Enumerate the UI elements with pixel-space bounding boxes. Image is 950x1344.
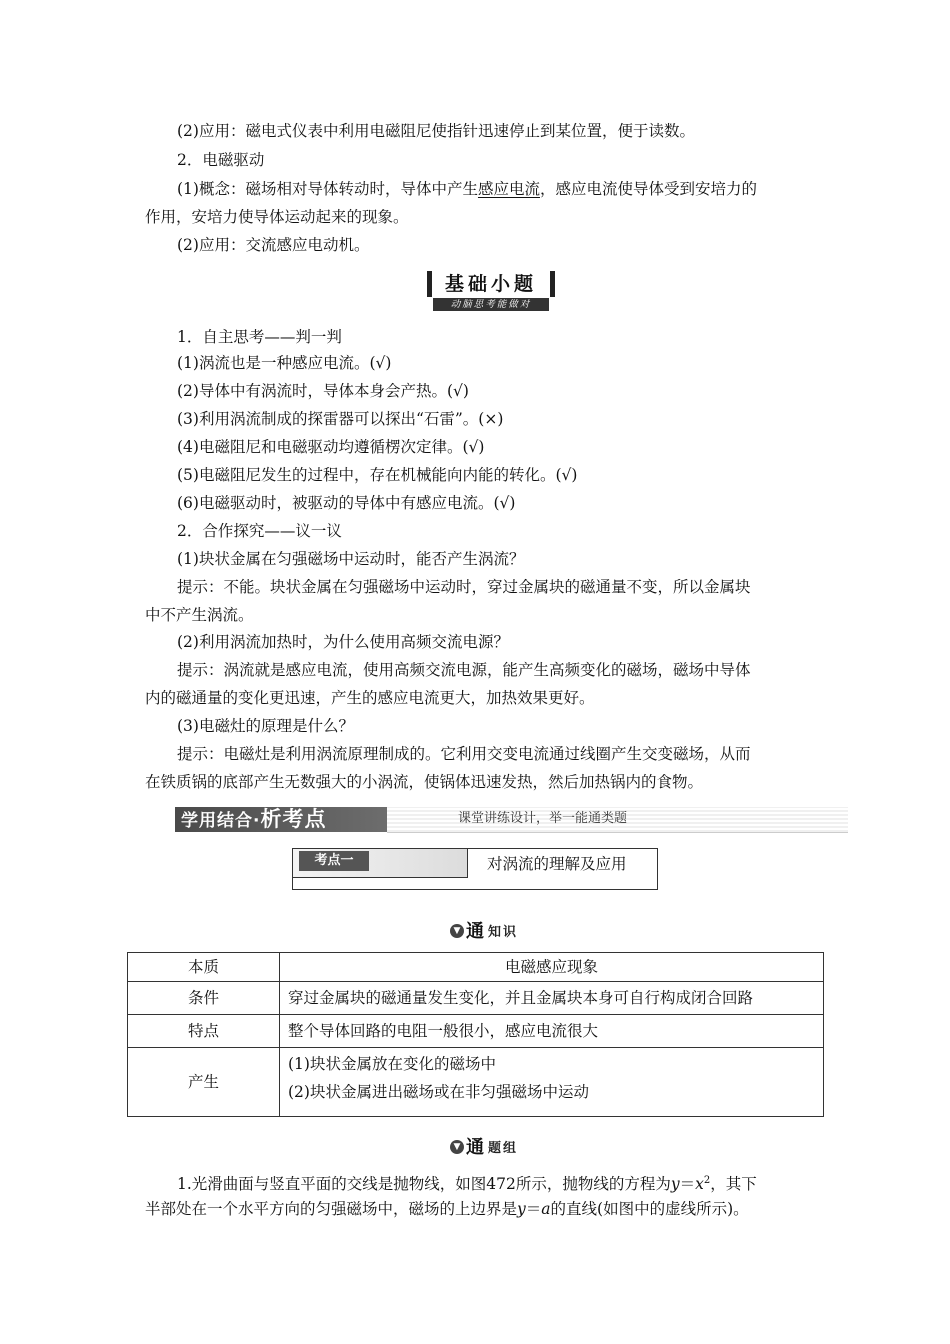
equals-sign: ＝ bbox=[679, 1175, 696, 1194]
var-y: y bbox=[670, 1175, 680, 1194]
answer-1: 提示：不能。块状金属在匀强磁场中运动时，穿过金属块的磁通量不变，所以金属块 bbox=[177, 578, 751, 596]
section-header bbox=[175, 807, 848, 832]
var-x: x bbox=[695, 1175, 704, 1194]
basic-questions-banner bbox=[427, 271, 555, 313]
tong-sub-label: 知识 bbox=[488, 925, 519, 940]
table-row bbox=[128, 1015, 824, 1048]
judge-item: (5)电磁阻尼发生的过程中，存在机械能向内能的转化。(√) bbox=[177, 466, 578, 484]
answer-1-cont: 中不产生涡流。 bbox=[145, 606, 254, 624]
judge-item: (6)电磁驱动时，被驱动的导体中有感应电流。(√) bbox=[177, 494, 516, 512]
question-1: (1)块状金属在匀强磁场中运动时，能否产生涡流？ bbox=[177, 550, 525, 568]
problem-line-1 bbox=[0, 1171, 950, 1194]
triangle-down-icon: ▼ bbox=[450, 1140, 464, 1154]
table-row bbox=[128, 1048, 824, 1117]
table-cell-key: 产生 bbox=[128, 1048, 280, 1117]
tong-label: 通 bbox=[466, 921, 484, 942]
eddy-current-table bbox=[127, 952, 824, 1117]
answer-3-cont: 在铁质锅的底部产生无数强大的小涡流，使锅体迅速发热，然后加热锅内的食物。 bbox=[145, 773, 704, 791]
section-tagline: 课堂讲练设计，举一能通类题 bbox=[458, 811, 628, 826]
concept-underlined: 感应电流 bbox=[477, 180, 540, 198]
problem-text: 的直线(如图中的虚线所示)。 bbox=[550, 1200, 749, 1218]
table-cell-key: 条件 bbox=[128, 982, 280, 1015]
answer-3: 提示：电磁灶是利用涡流原理制成的。它利用交变电流通过线圈产生交变磁场，从而 bbox=[177, 745, 751, 763]
table-cell-value: 穿过金属块的磁通量发生变化，并且金属块本身可自行构成闭合回路 bbox=[280, 982, 824, 1015]
judge-item: (3)利用涡流制成的探雷器可以探出“石雷”。(×) bbox=[177, 410, 504, 428]
tong-label: 通 bbox=[466, 1137, 484, 1158]
var-y: y bbox=[517, 1200, 526, 1218]
exam-point-badge-cell bbox=[293, 849, 468, 878]
section-title-b: 析考点 bbox=[260, 807, 327, 831]
section-heading-drive: 2．电磁驱动 bbox=[177, 151, 265, 169]
table-row bbox=[128, 953, 824, 982]
concept-text-a: (1)概念：磁场相对导体转动时，导体中产生 bbox=[177, 180, 478, 198]
table-cell-value bbox=[280, 1048, 824, 1117]
section-title bbox=[175, 807, 387, 832]
section-title-a: 学用结合· bbox=[181, 811, 261, 831]
judge-item: (1)涡流也是一种感应电流。(√) bbox=[177, 354, 392, 372]
triangle-down-icon: ▼ bbox=[450, 924, 464, 938]
exam-point-badge: 考点一 bbox=[299, 851, 369, 871]
exam-point-box bbox=[292, 848, 658, 890]
table-cell-value: 整个导体回路的电阻一般很小，感应电流很大 bbox=[280, 1015, 824, 1048]
concept-line bbox=[0, 179, 950, 199]
banner-title: 基础小题 bbox=[427, 271, 555, 297]
application-line: (2)应用：磁电式仪表中利用电磁阻尼使指针迅速停止到某位置，便于读数。 bbox=[177, 122, 695, 140]
judge-item: (2)导体中有涡流时，导体本身会产热。(√) bbox=[177, 382, 469, 400]
problem-text: ，其下 bbox=[710, 1175, 757, 1194]
concept-text-b: ，感应电流使导体受到安培力的 bbox=[539, 180, 757, 198]
table-cell-line: (1)块状金属放在变化的磁场中 bbox=[288, 1055, 496, 1073]
equals-sign: ＝ bbox=[525, 1200, 542, 1218]
tong-zhishi-header bbox=[450, 921, 530, 943]
banner-subtitle: 动脑思考能做对 bbox=[433, 298, 549, 311]
tong-sub-label: 题组 bbox=[488, 1141, 519, 1156]
judge-item: (4)电磁阻尼和电磁驱动均遵循楞次定律。(√) bbox=[177, 438, 485, 456]
question-3: (3)电磁灶的原理是什么？ bbox=[177, 717, 354, 735]
var-a: a bbox=[541, 1200, 551, 1218]
exponent: 2 bbox=[703, 1175, 711, 1186]
table-cell-value: 电磁感应现象 bbox=[280, 953, 824, 982]
discuss-heading: 2．合作探究——议一议 bbox=[177, 522, 342, 540]
drive-application-line: (2)应用：交流感应电动机。 bbox=[177, 236, 370, 254]
judge-heading: 1．自主思考——判一判 bbox=[177, 328, 342, 346]
table-row bbox=[128, 982, 824, 1015]
problem-line-2 bbox=[0, 1199, 950, 1219]
tong-tizu-header bbox=[450, 1137, 530, 1159]
problem-text: 1.光滑曲面与竖直平面的交线是抛物线，如图472所示，抛物线的方程为 bbox=[177, 1175, 671, 1194]
problem-text: 半部处在一个水平方向的匀强磁场中，磁场的上边界是 bbox=[145, 1200, 518, 1218]
answer-2: 提示：涡流就是感应电流，使用高频交流电源，能产生高频变化的磁场，磁场中导体 bbox=[177, 661, 751, 679]
table-cell-key: 本质 bbox=[128, 953, 280, 982]
concept-line-2: 作用，安培力使导体运动起来的现象。 bbox=[145, 208, 409, 226]
table-cell-line: (2)块状金属进出磁场或在非匀强磁场中运动 bbox=[288, 1083, 589, 1101]
exam-point-title: 对涡流的理解及应用 bbox=[487, 855, 627, 873]
answer-2-cont: 内的磁通量的变化更迅速，产生的感应电流更大，加热效果更好。 bbox=[145, 689, 595, 707]
table-cell-key: 特点 bbox=[128, 1015, 280, 1048]
question-2: (2)利用涡流加热时，为什么使用高频交流电源？ bbox=[177, 633, 509, 651]
